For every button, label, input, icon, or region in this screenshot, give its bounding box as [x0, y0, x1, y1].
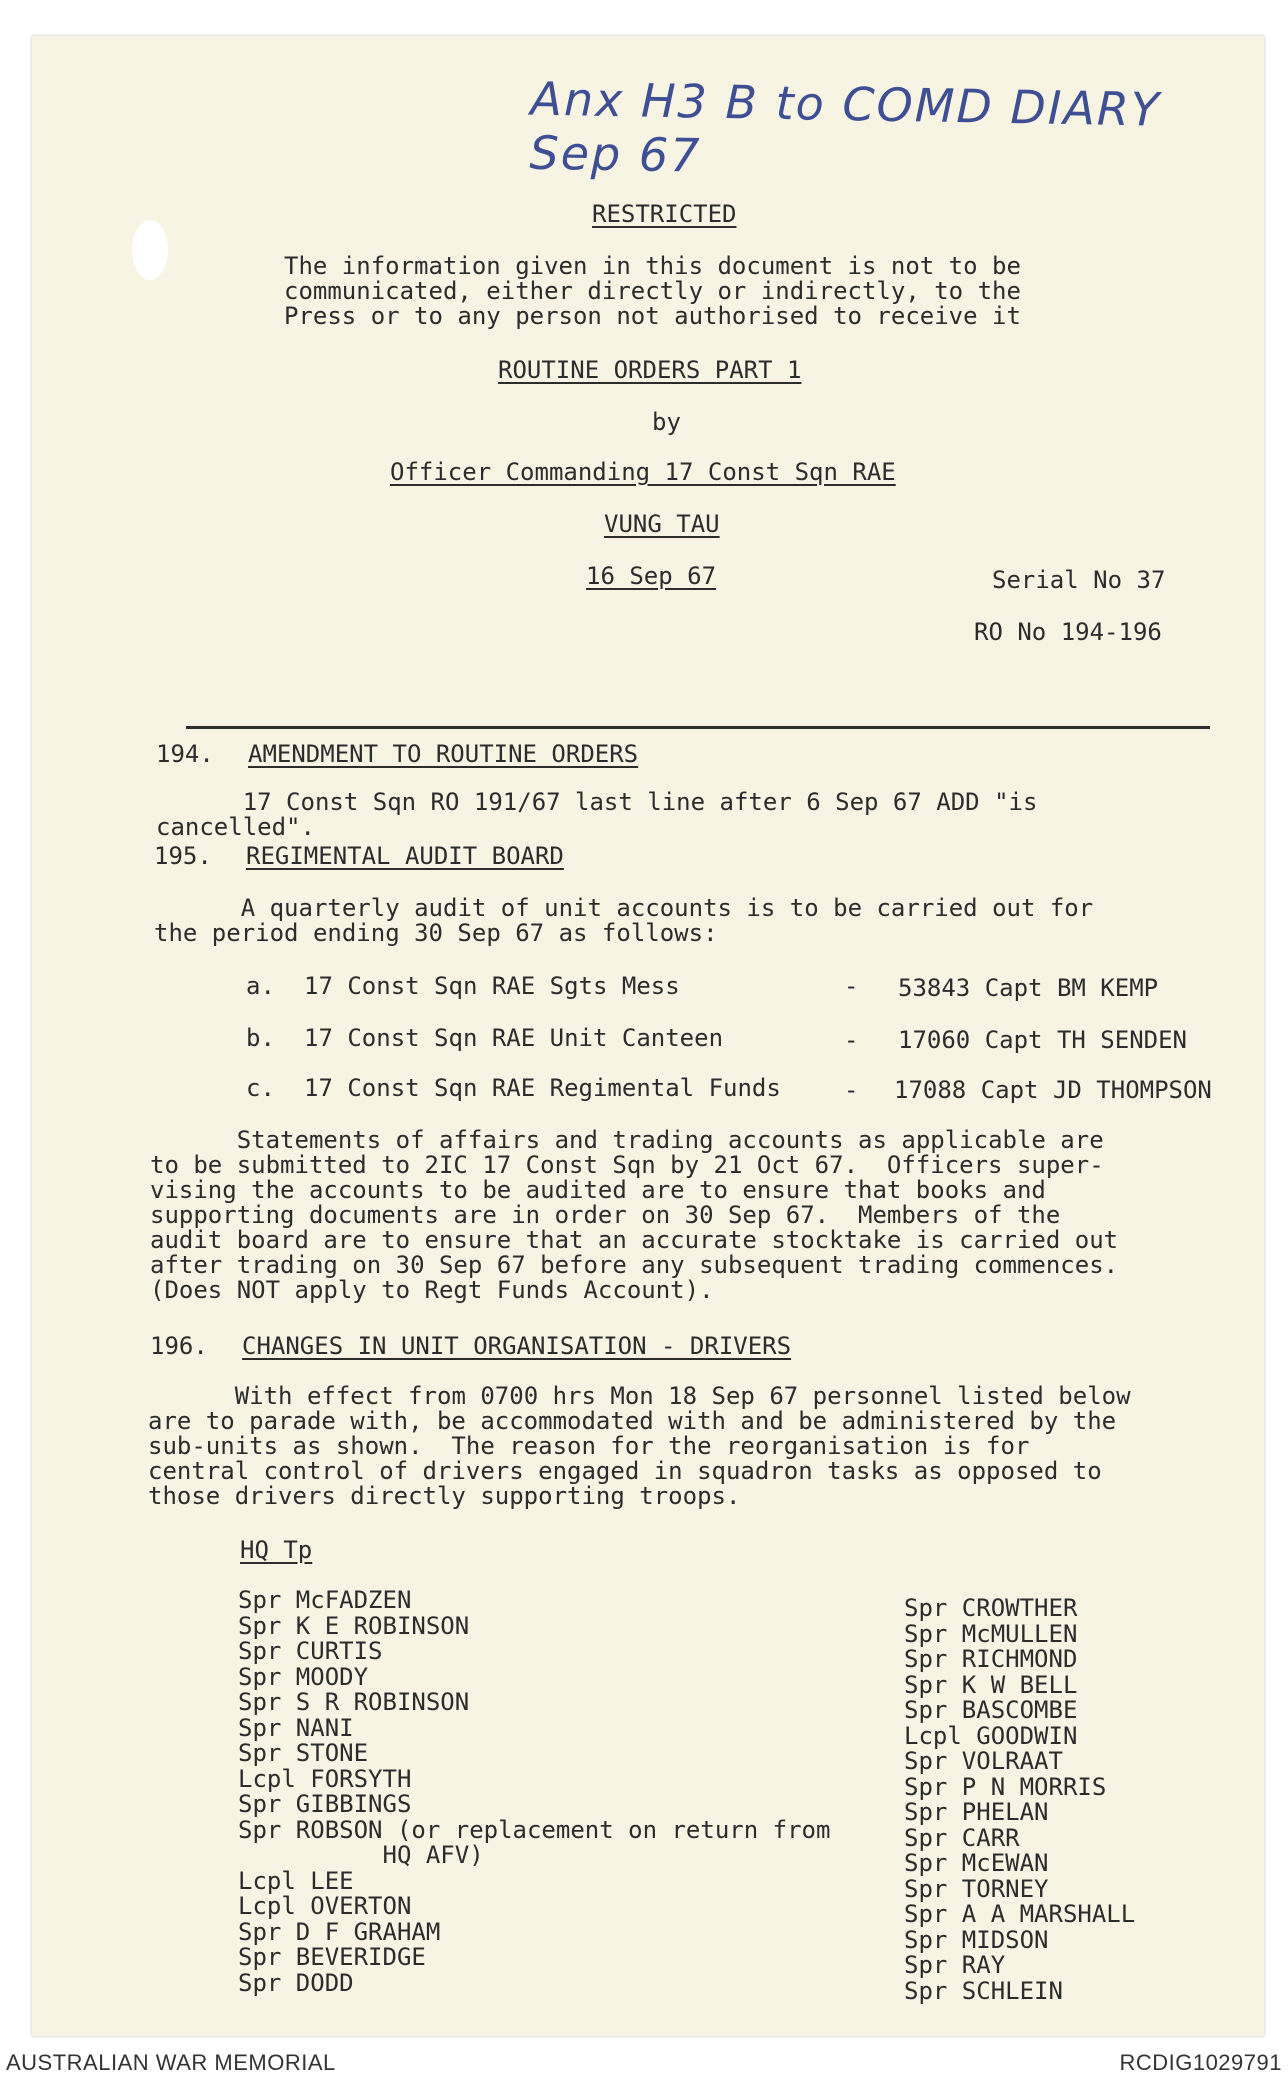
order-195-statements-text: Statements of affairs and trading accounts as applicable are to be submitted to 2IC 17 Const Sqn by 21 Oct 67. Officers super- vising the accounts to be audited are to ensure that books and supporting documents are in order on 30 Sep 67. Members of the audit board are to ensure that an accurate stocktake is carried out after trading on 30 Sep 67 before any subsequent trading commences. (Does NOT apply to Regt Funds Account). — [150, 1126, 1119, 1304]
audit-item-c-dash: - — [844, 1076, 859, 1104]
audit-item-a-entity: 17 Const Sqn RAE Sgts Mess — [304, 972, 680, 1000]
personnel-list-item: Spr TORNEY — [904, 1874, 1049, 1903]
personnel-list-item: Spr McEWAN — [904, 1849, 1049, 1877]
order-194-heading: AMENDMENT TO ROUTINE ORDERS — [248, 740, 639, 768]
personnel-list-item: Spr CARR — [904, 1823, 1020, 1852]
personnel-list-item: Spr GIBBINGS — [238, 1790, 412, 1818]
personnel-list-item: Spr BASCOMBE — [904, 1696, 1078, 1724]
order-195-heading: REGIMENTAL AUDIT BOARD — [246, 842, 564, 870]
audit-item-c-letter: c. — [246, 1074, 275, 1102]
audit-item-a-dash: - — [844, 972, 859, 1000]
personnel-list-item: Spr McFADZEN — [238, 1586, 412, 1614]
hq-tp-subheading: HQ Tp — [240, 1536, 313, 1564]
order-194-text: 17 Const Sqn RO 191/67 last line after 6 Sep 67 ADD "is cancelled". — [156, 788, 1038, 841]
personnel-list-item: Lcpl LEE — [238, 1866, 354, 1895]
footer-record-id: RCDIG1029791 — [1119, 2050, 1282, 2075]
personnel-list-item: Spr MIDSON — [904, 1925, 1049, 1954]
order-194-number: 194. — [156, 740, 214, 768]
personnel-list-item: Spr SCHLEIN — [904, 1976, 1063, 2005]
issuer: Officer Commanding 17 Const Sqn RAE — [390, 458, 896, 486]
by-line: by — [652, 408, 681, 436]
personnel-list-item: Spr K W BELL — [904, 1670, 1078, 1699]
horizontal-rule — [186, 726, 1210, 729]
audit-item-b-officer: 17060 Capt TH SENDEN — [898, 1026, 1187, 1054]
hq-tp-list-left — [238, 1588, 830, 1996]
notice-line-2: communicated, either directly or indirectly, to the — [284, 277, 1021, 305]
personnel-list-item: Spr MOODY — [238, 1662, 369, 1691]
serial-number: Serial No 37 — [992, 566, 1166, 594]
document-page — [32, 36, 1264, 2036]
personnel-list-item: Lcpl GOODWIN — [904, 1721, 1078, 1750]
location: VUNG TAU — [604, 510, 720, 538]
personnel-list-item: Spr K E ROBINSON — [238, 1611, 470, 1640]
personnel-list-item: Spr ROBSON (or replacement on return from HQ AFV) — [238, 1815, 831, 1869]
personnel-list-item: Spr P N MORRIS — [904, 1772, 1107, 1801]
personnel-list-item: Spr DODD — [238, 1968, 354, 1997]
footer-archive-name: AUSTRALIAN WAR MEMORIAL — [6, 2050, 336, 2075]
order-195-number: 195. — [154, 842, 212, 870]
handwritten-annotation: Anx H3 B to COMD DIARY Sep 67 — [529, 71, 1162, 183]
audit-item-c-entity: 17 Const Sqn RAE Regimental Funds — [304, 1074, 781, 1102]
personnel-list-item: Spr PHELAN — [904, 1798, 1049, 1826]
personnel-list-item: Lcpl OVERTON — [238, 1892, 412, 1920]
personnel-list-item: Spr CURTIS — [238, 1637, 383, 1665]
document-date: 16 Sep 67 — [586, 562, 717, 590]
personnel-list-item: Spr BEVERIDGE — [238, 1943, 426, 1971]
audit-item-a-letter: a. — [246, 972, 275, 1000]
punch-hole — [132, 220, 168, 280]
audit-item-c-officer: 17088 Capt JD THOMPSON — [894, 1076, 1212, 1104]
personnel-list-item: Spr RAY — [904, 1951, 1006, 1979]
audit-item-b-letter: b. — [246, 1024, 275, 1052]
personnel-list-item: Lcpl FORSYTH — [238, 1764, 412, 1793]
order-195-text: A quarterly audit of unit accounts is to be carried out for the period ending 30 Sep 67 as follows: — [154, 894, 1094, 947]
personnel-list-item: Spr A A MARSHALL — [904, 1900, 1136, 1928]
notice-line-1: The information given in this document is not to be — [284, 252, 1021, 280]
audit-item-a-officer: 53843 Capt BM KEMP — [898, 974, 1159, 1002]
personnel-list-item: Spr D F GRAHAM — [238, 1917, 441, 1946]
ro-number-range: RO No 194-196 — [974, 618, 1162, 646]
order-196-number: 196. — [150, 1332, 208, 1360]
personnel-list-item: Spr STONE — [238, 1739, 369, 1767]
personnel-list-item: Spr NANI — [238, 1713, 354, 1742]
personnel-list-item: Spr McMULLEN — [904, 1619, 1078, 1648]
hq-tp-list-right — [904, 1596, 1135, 2004]
order-196-heading: CHANGES IN UNIT ORGANISATION - DRIVERS — [242, 1332, 792, 1360]
order-196-text: With effect from 0700 hrs Mon 18 Sep 67 personnel listed below are to parade with, be accommodated with and be administered by the sub-units as shown. The reason for the reorganisation is for central control of drivers engaged in squadron tasks as opposed to those drivers directly supporting troops. — [148, 1382, 1131, 1510]
personnel-list-item: Spr CROWTHER — [904, 1594, 1078, 1622]
document-title: ROUTINE ORDERS PART 1 — [498, 356, 802, 384]
audit-item-b-dash: - — [844, 1026, 859, 1054]
personnel-list-item: Spr S R ROBINSON — [238, 1688, 470, 1716]
personnel-list-item: Spr RICHMOND — [904, 1645, 1078, 1673]
classification-heading: RESTRICTED — [592, 200, 737, 228]
personnel-list-item: Spr VOLRAAT — [904, 1747, 1063, 1775]
notice-line-3: Press or to any person not authorised to receive it — [284, 302, 1021, 330]
audit-item-b-entity: 17 Const Sqn RAE Unit Canteen — [304, 1024, 724, 1052]
